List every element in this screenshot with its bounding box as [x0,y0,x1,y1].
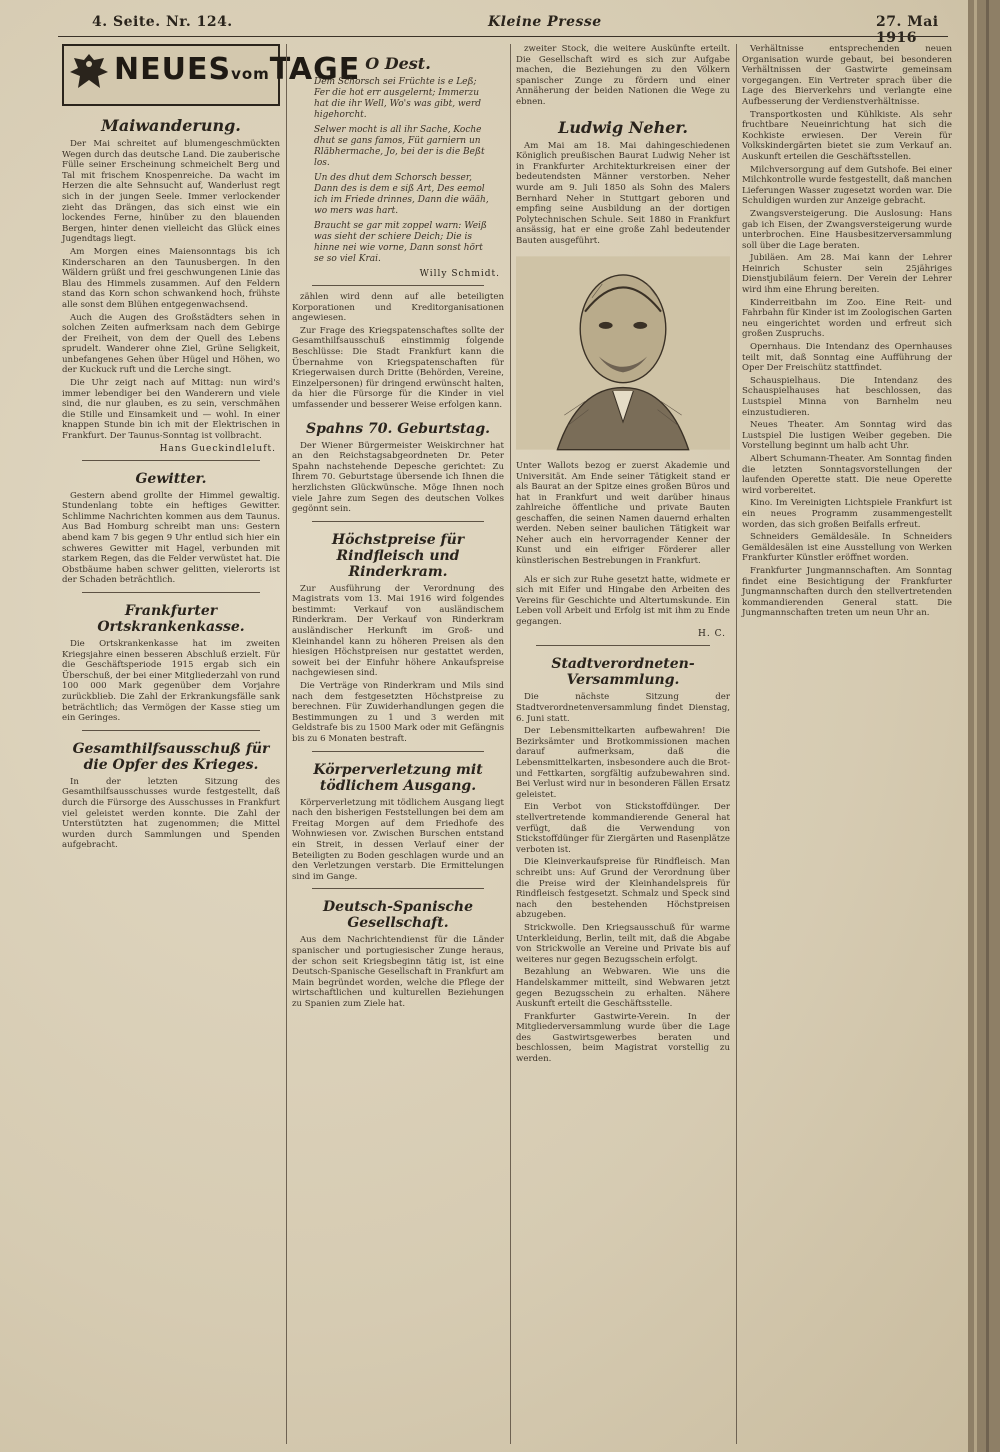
article-signature: H. C. [698,629,726,640]
masthead-tage: TAGE [269,52,361,87]
separator [536,645,710,646]
article-paragraph: Die nächste Sitzung der Stadtverordnetenversammlung findet Dienstag, 6. Juni statt. [516,692,730,724]
article-heading: Gewitter. [135,470,207,487]
section-masthead [62,44,361,106]
article-heading: O Dest. [365,54,431,73]
article-heading: Frankfurter Ortskrankenkasse. [97,602,245,635]
column-rule [510,44,511,1444]
poem-stanza: Dem Schorsch sei Früchte is e Leß; Fer die hot err ausgelernt; Immerzu hat die ihr Well, Wo's was gibt, werd higehorcht. [314,77,482,120]
poem-stanza: Braucht se gar mit zoppel warn: Weiß was sieht der schiere Deich; Die is hinne nei wie vorne, Dann sonst hört se so viel Krai. [314,221,487,264]
article-paragraph: Jubiläen. Am 28. Mai kann der Lehrer Heinrich Schuster sein 25jähriges Dienstjubiläum feiern. Der Verein der Lehrer wird ihm eine Ehrung bereiten. [742,253,952,296]
article-paragraph: Kino. Im Vereinigten Lichtspiele Frankfurt ist ein neues Programm zusammengestellt worden, das sich großen Beifalls erfreut. [742,498,952,530]
portrait-caption: Unter Wallots bezog er zuerst Akademie und Universität. Am Ende seiner Tätigkeit stand er als Baurat an der Spitze eines großen Büros und hat in Frankfurt und weit darüber hinaus zahlreiche öffentliche und private Bauten geschaffen, die seinen Namen dauernd erhalten werden. Neben seiner baulichen Tätigkeit war Neher auch ein hervorragender Kenner der Kunst und ein eifriger Förderer aller künstlerischen Bestrebungen in Frankfurt. [516,461,730,566]
article-paragraph: Zwangsversteigerung. Die Auslosung: Hans gab ich Eisen, der Zwangsversteigerung wurde unterbrochen. Eine Hausbesitzerversammlung soll über die Lage beraten. [742,208,952,251]
article-paragraph: Die Uhr zeigt nach auf Mittag: nun wird's immer lebendiger bei den Wanderern und viele sind, die nur glauben, es zu sein, verschmähen die Stille und Einsamkeit und — wohl. In einer knappen Stunde bin ich mit der Elektrischen in Frankfurt. Der Taunus-Sonntag ist vollbracht. [62,378,280,442]
article-paragraph: Transportkosten und Kühlkiste. Als sehr fruchtbare Neueinrichtung hat sich die Kochkiste erwiesen. Der Verein für Volkskindergärten bietet sie zum Verkauf an. Auskunft erteilen die Geschäftsstellen. [742,109,952,162]
article-paragraph: Opernhaus. Die Intendanz des Opernhauses teilt mit, daß Sonntag eine Aufführung der Oper Der Freischütz stattfindet. [742,342,952,374]
masthead-neues: NEUES [114,52,232,87]
article-paragraph: zweiter Stock, die weitere Auskünfte erteilt. Die Gesellschaft wird es sich zur Aufgabe machen, die Beziehungen zu den Völkern spanischer Zunge zu fördern und einer Annäherung der beiden Nationen die Wege zu ebnen. [516,44,730,107]
poem-stanza: Selwer mocht is all ihr Sache, Koche dhut se gans famos, Füt garniern un Rläbhermache, Jo, bei der is die Beßt los. [314,125,485,168]
header-rule [58,36,948,37]
article-paragraph: Die Verträge von Rinderkram und Mils sind nach dem festgesetzten Höchstpreise zu berechnen. Für Zuwiderhandlungen gegen die Bestimmungen zu 1 und 3 werden mit Geldstrafe bis zu 1500 Mark oder mit Gefängnis bis zu 6 Monaten bestraft. [292,681,504,744]
column-1 [62,44,361,1444]
binding-edge [968,0,1000,1452]
article-paragraph: Aus dem Nachrichtendienst für die Länder spanischer und portugiesischer Zunge heraus, der schon seit Kriegsbeginn tätig ist, ist eine Deutsch-Spanische Gesellschaft in Frankfurt am Main begründet worden, welche die Pflege der wirtschaftlichen und kulturellen Beziehungen zu Spanien zum Ziele hat. [292,935,504,1009]
article-paragraph: Am Morgen eines Maiensonntags bis ich Kinderscharen an den Taunusbergen. In den Wäldern grüßt und frei geschwungenen Linie das Blau des Himmels zusammen. Auf den Feldern stand das Korn schon schwankend hoch, frühste alle sonst dem Blühen entgegenwachsend. [62,246,280,310]
article-paragraph: Schauspielhaus. Die Intendanz des Schauspielhauses hat beschlossen, das Lustspiel Minna von Barnhelm neu einzustudieren. [742,375,952,418]
article-paragraph: Schneiders Gemäldesäle. In Schneiders Gemäldesälen ist eine Ausstellung von Werken Frankfurter Künstler eröffnet worden. [742,532,952,564]
article-paragraph: Der Wiener Bürgermeister Weiskirchner hat an den Reichstagsabgeordneten Dr. Peter Spahn nachstehende Depesche gerichtet: Zu Ihrem 70. Geburtstage übersende ich Ihnen die herzlichsten Glückwünsche. Möge Ihnen noch viele Jahre zum Segen des deutschen Volkes gegönnt sein. [292,440,504,515]
article-paragraph: Der Mai schreitet auf blumengeschmückten Wegen durch das deutsche Land. Die zauberische Fülle seiner Erscheinung schmeichelt Berg und Tal mit frischem Knospenreiche. Da wacht im Herzen die alte Sehnsucht auf, Wanderlust regt sich in der jungen Seele. Immer verlockender zieht das Drängen, das sich einst wie ein lockendes Ferne, hinüber zu den blauenden Bergen, hinter denen vielleicht das Glück eines Jugendtags liegt. [62,139,280,245]
separator [82,730,260,731]
page-issue-label: 4. Seite. Nr. 124. [92,14,233,30]
article-paragraph: Zur Frage des Kriegspatenschaftes sollte der Gesamthilfsausschuß einstimmig folgende Beschlüsse: Die Stadt Frankfurt kann die Übernahme von Kriegspatenschaften für Kriegerwaisen durch Dritte (Behörden, Vereine, Einzelpersonen) für dringend erwünscht halten, da hier die Fürsorge für die Kinder in viel umfassender und besserer Weise erfolgen kann. [292,325,504,410]
article-paragraph: Neues Theater. Am Sonntag wird das Lustspiel Die lustigen Weiber gegeben. Die Vorstellung beginnt um halb acht Uhr. [742,420,952,452]
column-4 [742,44,952,1444]
article-heading: Stadtverordneten-Versammlung. [551,656,695,689]
masthead-vom: vom [231,65,270,83]
separator [312,751,484,752]
article-paragraph: Gestern abend grollte der Himmel gewaltig. Stundenlang tobte ein heftiges Gewitter. Schlimme Nachrichten kommen aus dem Taunus. Aus Bad Homburg schreibt man uns: Gestern abend kam 7 bis gegen 9 Uhr entlud sich hier ein schweres Gewitter mit Hagel, verbunden mit starkem Regen, das die Felder verwüstet hat. Die Obstbäume haben schwer gelitten, vielerorts ist der Schaden beträchtlich. [62,490,280,586]
column-2 [292,44,504,1444]
separator [82,460,260,461]
article-heading: Höchstpreise für Rindfleisch und Rinderkram. [331,531,465,580]
column-rule [736,44,737,1444]
article-signature: Hans Gueckindleluft. [159,443,276,454]
article-heading: Deutsch-Spanische Gesellschaft. [322,899,474,932]
article-paragraph: Ein Verbot von Stickstoffdünger. Der stellvertretende kommandierende General hat verfügt, daß die Verwendung von Stickstoffdünger für Ziergärten und Rasenplätze verboten ist. [516,802,730,855]
article-paragraph: Frankfurter Gastwirte-Verein. In der Mitgliederversammlung wurde über die Lage des Gastwirtsgewerbes beraten und beschlossen, beim Magistrat vorstellig zu werden. [516,1011,730,1065]
article-paragraph: Der Lebensmittelkarten aufbewahren! Die Bezirksämter und Brotkommissionen machen darauf aufmerksam, daß die Lebensmittelkarten, insbesondere auch die Brot- und Fettkarten, sorgfältig aufzubewahren sind. Bei Verlust wird nur in besonderen Fällen Ersatz geleistet. [516,726,730,800]
binding-strip [986,0,989,1452]
binding-strip [974,0,977,1452]
article-paragraph: Albert Schumann-Theater. Am Sonntag finden die letzten Sonntagsvorstellungen der laufenden Operette statt. Die neue Operette wird vorbereitet. [742,453,952,496]
article-heading: Maiwanderung. [101,116,241,135]
paper-name: Kleine Presse [488,14,602,30]
article-paragraph: Milchversorgung auf dem Gutshofe. Bei einer Milchkontrolle wurde festgestellt, daß manchen Lieferungen Wasser zugesetzt worden war. Die Schuldigen wurden zur Anzeige gebracht. [742,164,952,207]
column-rule [286,44,287,1444]
poem-stanza: Un des dhut dem Schorsch besser, Dann des is dem e siß Art, Des eemol ich im Friede drinnes, Dann die wääh, wo mers was hart. [314,173,489,216]
article-heading: Ludwig Neher. [558,117,688,137]
article-paragraph: In der letzten Sitzung des Gesamthilfsausschusses wurde festgestellt, daß durch die Fürsorge des Ausschusses in Frankfurt viel geleistet werden konnte. Die Zahl der Unterstützten hat zugenommen; die Mittel wurden durch Sammlungen und Spenden aufgebracht. [62,776,280,851]
article-paragraph: Als er sich zur Ruhe gesetzt hatte, widmete er sich mit Eifer und Hingabe den Arbeiten des Vereins für Geschichte und Altertumskunde. Ein Leben voll Arbeit und Erfolg ist mit ihm zu Ende gegangen. [516,574,730,627]
article-paragraph: Auch die Augen des Großstädters sehen in solchen Zeiten aufmerksam nach dem Gebirge der Freiheit, von dem der Quell des Lebens sprudelt. Wanderer ohne Ziel, Grüne Seligkeit, unbefangenes Gehen über Hügel und Höhen, wo der Kuckuck ruft und die Lerche singt. [62,312,280,376]
article-paragraph: Zur Ausführung der Verordnung des Magistrats vom 13. Mai 1916 wird folgendes bestimmt: Verkauf von ausländischem Rinderkram. Der Verkauf von Rinderkram ausländischer Herkunft im Groß- und Kleinhandel kann zu höheren Preisen als den hiesigen Höchstpreisen nur gestattet werden, soweit bei der Einfuhr höhere Ankaufspreise nachgewiesen sind. [292,583,504,679]
article-heading: Spahns 70. Geburtstag. [305,420,491,437]
article-heading: Gesamthilfsausschuß für die Opfer des Krieges. [72,740,270,773]
article-paragraph: Verhältnisse entsprechenden neuen Organisation wurde gebaut, bei besonderen Verhältnissen der Gastwirte gemeinsam vorgegangen. Ein Vertreter sprach über die Lage des Bierverkehrs und verlangte eine Aufbesserung der Verdienstverhältnisse. [742,44,952,107]
column-3 [516,44,730,1444]
article-heading: Körperverletzung mit tödlichem Ausgang. [313,761,483,794]
portrait-illustration [516,253,730,453]
article-paragraph: Frankfurter Jungmannschaften. Am Sonntag findet eine Besichtigung der Frankfurter Jungmannschaften durch den stellvertretenden kommandierenden General statt. Die Jungmannschaften treten um neun Uhr an. [742,565,952,619]
separator [312,521,484,522]
eagle-emblem-icon [68,50,110,98]
article-paragraph: Die Kleinverkaufspreise für Rindfleisch. Man schreibt uns: Auf Grund der Verordnung über die Preise wird der Kleinhandelspreis für Rindfleisch festgesetzt. Schmalz und Speck sind nach den bestehenden Höchstpreisen abzugeben. [516,857,730,921]
separator [312,888,484,889]
separator [312,285,484,286]
issue-date: 27. Mai 1916 [876,14,939,46]
article-paragraph: Kinderreitbahn im Zoo. Eine Reit- und Fahrbahn für Kinder ist im Zoologischen Garten neu eingerichtet worden und erfreut sich großen Zuspruchs. [742,297,953,340]
article-paragraph: zählen wird denn auf alle beteiligten Korporationen und Kreditorganisationen angewiesen. [292,292,504,324]
article-paragraph: Am Mai am 18. Mai dahingeschiedenen Königlich preußischen Baurat Ludwig Neher ist in Frankfurter Architekturkreisen einer der bedeutendsten Männer verstorben. Neher wurde am 9. Juli 1850 als Sohn des Malers Bernhard Neher in Stuttgart geboren und empfing seine Ausbildung an der dortigen Polytechnischen Schule. Seit 1880 in Frankfurt ansässig, hat er eine große Zahl bedeutender Bauten ausgeführt. [516,140,730,246]
article-paragraph: Strickwolle. Den Kriegsausschuß für warme Unterkleidung, Berlin, teilt mit, daß die Abgabe von Strickwolle an Vereine und Private bis auf weiteres nur gegen Bezugsschein erfolgt. [516,922,730,965]
article-paragraph: Bezahlung an Webwaren. Wie uns die Handelskammer mitteilt, sind Webwaren jetzt gegen Bezugsschein zu erhalten. Nähere Auskunft erteilt die Geschäftsstelle. [516,967,730,1010]
article-paragraph: Körperverletzung mit tödlichem Ausgang liegt nach den bisherigen Feststellungen bei dem am Freitag Morgen auf dem Friedhofe des Wohnwiesen vor. Zwischen Burschen entstand ein Streit, in dessen Verlauf einer der Beteiligten zu Boden geschlagen wurde und an den Verletzungen verstarb. Die Ermittelungen sind im Gange. [292,797,504,882]
article-signature: Willy Schmidt. [419,269,500,279]
separator [82,592,260,593]
article-paragraph: Die Ortskrankenkasse hat im zweiten Kriegsjahre einen besseren Abschluß erzielt. Für die Geschäftsperiode 1915 ergab sich ein Überschuß, der bei einer Mitgliederzahl von rund 100 000 Mark gegenüber dem Vorjahre zurückblieb. Die Zahl der Erkrankungsfälle sank beträchtlich; das Vermögen der Kasse stieg um ein Geringes. [62,638,280,724]
